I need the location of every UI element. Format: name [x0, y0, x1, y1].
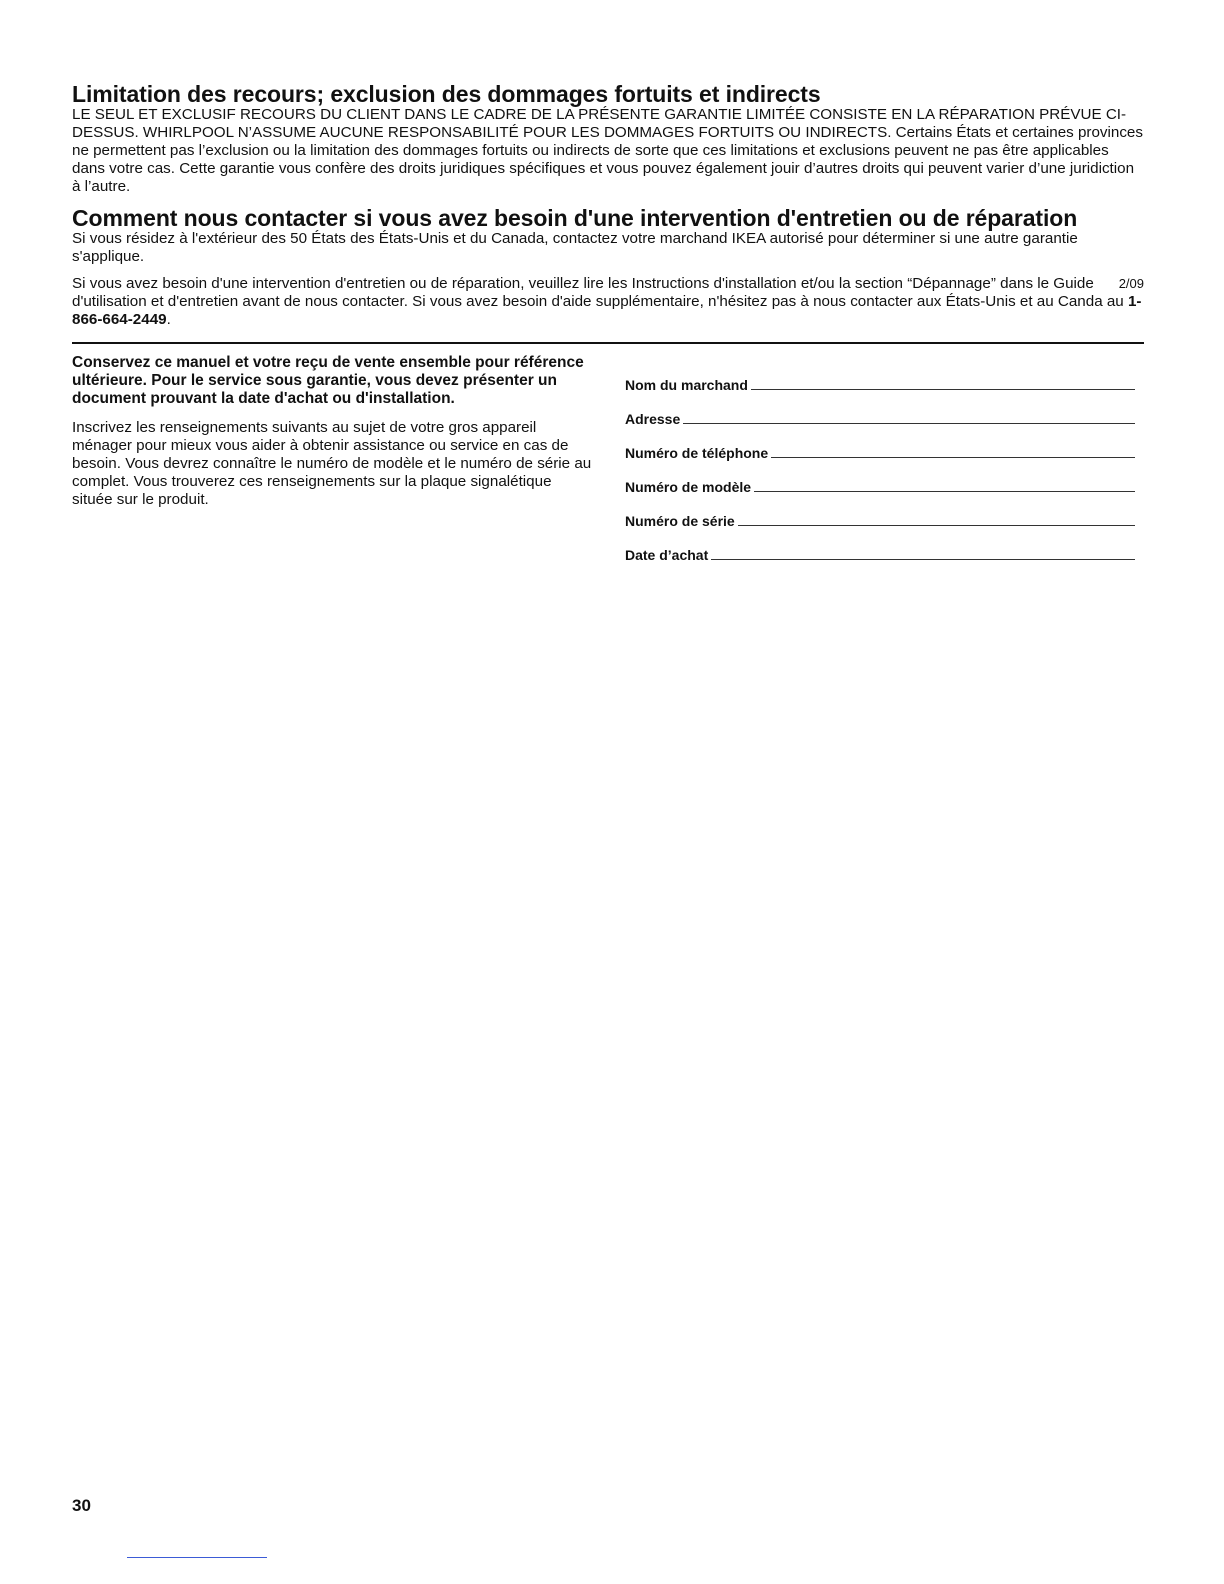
keep-manual-notice: Conservez ce manuel et votre reçu de vente ensemble pour référence ultérieure. Pour le service sous garantie, vous devez présenter un document prouvant la date d'achat ou d'installation.: [72, 354, 584, 407]
footer-link-underline: [127, 1557, 267, 1558]
limitation-heading: Limitation des recours; exclusion des dommages fortuits et indirects: [72, 81, 821, 107]
contact-para-service-text: Si vous avez besoin d'une intervention d'entretien ou de réparation, veuillez lire les Instructions d'installation et/ou la section “Dépannage” dans le Guide d'utilisation et d'entretien avant de nous contacter. Si vous avez besoin d'aide supplémentaire, n'hésitez pas à nous contacter aux États-Unis et au Canda au: [72, 275, 1124, 310]
section-divider: [72, 342, 1144, 344]
field-label: Numéro de téléphone: [625, 445, 769, 461]
field-label: Numéro de série: [625, 513, 735, 529]
field-address[interactable]: [625, 394, 1135, 428]
field-label: Date d’achat: [625, 547, 709, 563]
field-serial-number[interactable]: [625, 496, 1135, 530]
revision-code: 2/09: [1118, 276, 1144, 291]
page-number: 30: [72, 1496, 91, 1515]
keep-manual-block: [72, 354, 592, 509]
field-label: Numéro de modèle: [625, 479, 752, 495]
field-phone[interactable]: [625, 428, 1135, 462]
field-blank-line[interactable]: [771, 456, 1135, 458]
limitation-section: [72, 82, 1144, 196]
contact-para-service: [72, 275, 1144, 329]
field-blank-line[interactable]: [738, 524, 1135, 526]
limitation-body: LE SEUL ET EXCLUSIF RECOURS DU CLIENT DANS LE CADRE DE LA PRÉSENTE GARANTIE LIMITÉE CONSISTE EN LA RÉPARATION PRÉVUE CI-DESSUS. WHIRLPOOL N’ASSUME AUCUNE RESPONSABILITÉ POUR LES DOMMAGES FORTUITS OU INDIRECTS. Certains États et certaines provinces ne permettent pas l’exclusion ou la limitation des dommages fortuits ou indirects de sorte que ces limitations et exclusions peuvent ne pas être applicables dans votre cas. Cette garantie vous confère des droits juridiques spécifiques et vous pouvez également jouir d’autres droits qui peuvent varier d’une juridiction à l’autre.: [72, 106, 1143, 195]
keep-manual-instructions: Inscrivez les renseignements suivants au sujet de votre gros appareil ménager pour mieux vous aider à obtenir assistance ou service en cas de besoin. Vous devrez connaître le numéro de modèle et le numéro de série au complet. Vous trouverez ces renseignements sur la plaque signalétique située sur le produit.: [72, 419, 592, 508]
field-blank-line[interactable]: [711, 558, 1135, 560]
phone-period: .: [166, 311, 171, 328]
field-label: Nom du marchand: [625, 377, 748, 393]
field-model-number[interactable]: [625, 462, 1135, 496]
field-blank-line[interactable]: [754, 490, 1135, 492]
contact-para-outside-us: Si vous résidez à l'extérieur des 50 États des États-Unis et du Canada, contactez votre marchand IKEA autorisé pour déterminer si une autre garantie s'applique.: [72, 230, 1078, 265]
field-blank-line[interactable]: [751, 388, 1135, 390]
field-label: Adresse: [625, 411, 681, 427]
field-purchase-date[interactable]: [625, 530, 1135, 564]
purchase-record-form: [625, 360, 1135, 564]
field-dealer-name[interactable]: [625, 360, 1135, 394]
phone-number: 1-866-664-2449: [72, 293, 1142, 328]
contact-heading: Comment nous contacter si vous avez besoin d'une intervention d'entretien ou de réparation: [72, 205, 1078, 231]
contact-section: [72, 206, 1144, 329]
field-blank-line[interactable]: [683, 422, 1135, 424]
